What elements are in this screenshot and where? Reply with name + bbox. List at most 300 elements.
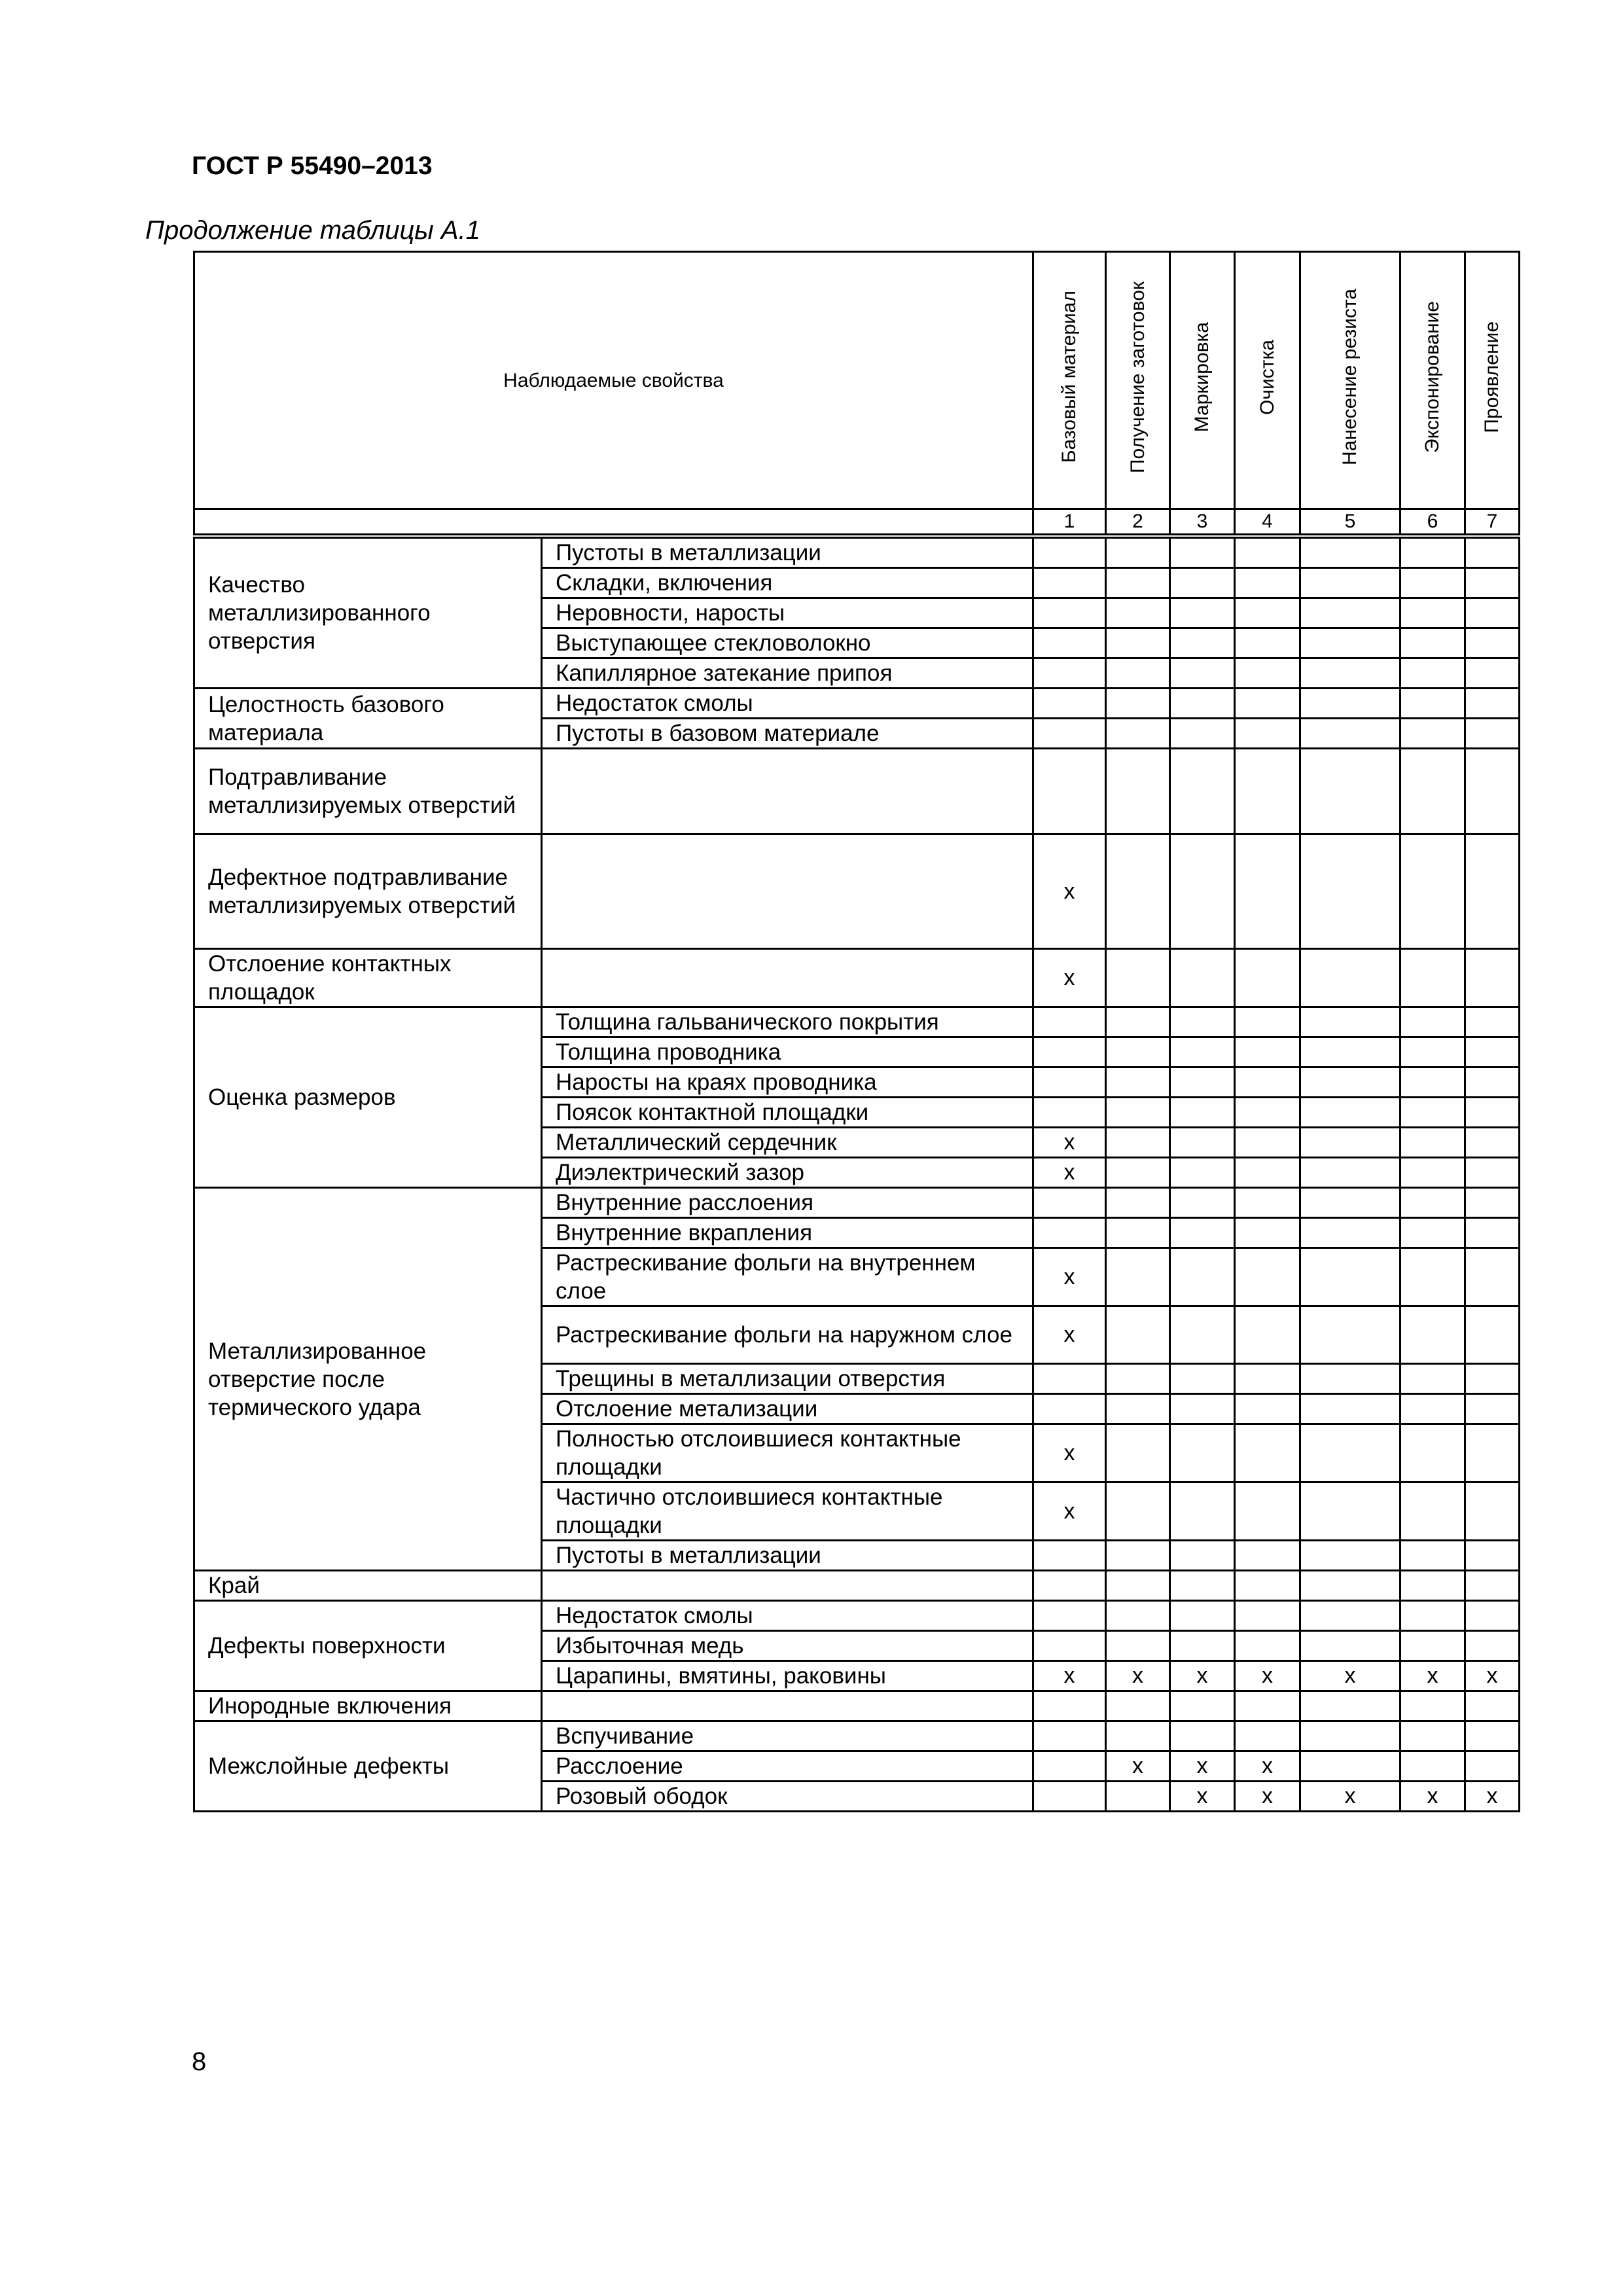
mark-cell: x — [1033, 1128, 1106, 1158]
category-cell: Подтравливание металлизируемых отверстий — [194, 749, 542, 834]
mark-cell: x — [1033, 1424, 1106, 1482]
mark-cell — [1465, 1482, 1520, 1541]
mark-cell — [1106, 1306, 1170, 1364]
mark-cell — [1033, 568, 1106, 598]
property-cell: Выступающее стекловолокно — [542, 628, 1033, 658]
mark-cell — [1300, 949, 1400, 1007]
mark-cell: x — [1235, 1661, 1300, 1691]
mark-cell: x — [1033, 1248, 1106, 1306]
mark-cell — [1170, 1158, 1235, 1188]
mark-cell — [1170, 1631, 1235, 1661]
property-cell: Поясок контактной площадки — [542, 1098, 1033, 1128]
mark-cell — [1300, 1394, 1400, 1424]
mark-cell — [1235, 536, 1300, 568]
property-cell — [542, 749, 1033, 834]
mark-cell — [1465, 536, 1520, 568]
mark-cell — [1106, 1424, 1170, 1482]
mark-cell: x — [1106, 1751, 1170, 1782]
mark-cell: x — [1300, 1782, 1400, 1812]
mark-cell — [1465, 628, 1520, 658]
column-header-label: Базовый материал — [1058, 291, 1080, 463]
mark-cell — [1400, 689, 1465, 719]
mark-cell — [1033, 658, 1106, 689]
mark-cell — [1465, 1188, 1520, 1218]
mark-cell — [1235, 628, 1300, 658]
mark-cell — [1033, 1364, 1106, 1394]
mark-cell — [1465, 1541, 1520, 1571]
mark-cell — [1170, 749, 1235, 834]
column-number: 3 — [1170, 509, 1235, 537]
mark-cell — [1106, 1364, 1170, 1394]
property-cell: Складки, включения — [542, 568, 1033, 598]
mark-cell — [1170, 1007, 1235, 1037]
mark-cell — [1235, 1691, 1300, 1721]
mark-cell — [1400, 719, 1465, 749]
column-header-label: Экспонирование — [1421, 301, 1443, 453]
mark-cell — [1465, 1218, 1520, 1248]
column-header-label: Нанесение резиста — [1339, 289, 1361, 465]
mark-cell — [1300, 834, 1400, 949]
mark-cell — [1170, 1188, 1235, 1218]
mark-cell — [1106, 1631, 1170, 1661]
mark-cell — [1400, 1248, 1465, 1306]
column-header-label: Проявление — [1481, 321, 1503, 433]
category-cell: Межслойные дефекты — [194, 1721, 542, 1812]
mark-cell — [1400, 834, 1465, 949]
property-cell: Неровности, наросты — [542, 598, 1033, 628]
mark-cell — [1235, 1158, 1300, 1188]
mark-cell: x — [1400, 1661, 1465, 1691]
mark-cell — [1106, 689, 1170, 719]
mark-cell — [1235, 834, 1300, 949]
mark-cell — [1033, 1037, 1106, 1067]
mark-cell — [1170, 1394, 1235, 1424]
mark-cell — [1300, 1128, 1400, 1158]
table-row — [194, 949, 1520, 1007]
mark-cell — [1106, 1721, 1170, 1751]
mark-cell — [1300, 1482, 1400, 1541]
mark-cell — [1106, 598, 1170, 628]
mark-cell — [1170, 658, 1235, 689]
header-observed-properties: Наблюдаемые свойства — [194, 252, 1033, 509]
mark-cell — [1170, 1248, 1235, 1306]
page-number: 8 — [192, 2047, 207, 2076]
column-header-label: Очистка — [1256, 339, 1278, 415]
property-cell: Пустоты в базовом материале — [542, 719, 1033, 749]
mark-cell — [1400, 536, 1465, 568]
mark-cell — [1106, 1541, 1170, 1571]
mark-cell — [1400, 598, 1465, 628]
category-cell: Качество металлизированного отверстия — [194, 536, 542, 689]
mark-cell — [1033, 1721, 1106, 1751]
mark-cell: x — [1170, 1751, 1235, 1782]
mark-cell — [1235, 1424, 1300, 1482]
mark-cell — [1106, 536, 1170, 568]
mark-cell — [1300, 598, 1400, 628]
mark-cell: x — [1170, 1782, 1235, 1812]
mark-cell — [1400, 1482, 1465, 1541]
table-row — [194, 749, 1520, 834]
mark-cell — [1170, 1364, 1235, 1394]
mark-cell — [1235, 1306, 1300, 1364]
mark-cell — [1300, 1158, 1400, 1188]
mark-cell — [1235, 1248, 1300, 1306]
mark-cell — [1300, 1424, 1400, 1482]
table-body — [194, 536, 1520, 1812]
category-cell: Металлизированное отверстие после термического удара — [194, 1188, 542, 1571]
mark-cell — [1170, 1218, 1235, 1248]
table-row — [194, 1571, 1520, 1601]
property-cell: Частично отслоившиеся контактные площадки — [542, 1482, 1033, 1541]
mark-cell — [1400, 1424, 1465, 1482]
category-cell: Дефектное подтравливание металлизируемых отверстий — [194, 834, 542, 949]
table-row — [194, 1691, 1520, 1721]
mark-cell — [1300, 1248, 1400, 1306]
mark-cell — [1235, 568, 1300, 598]
mark-cell — [1465, 1364, 1520, 1394]
mark-cell — [1033, 1067, 1106, 1098]
mark-cell — [1170, 1601, 1235, 1631]
mark-cell — [1033, 1631, 1106, 1661]
property-cell: Полностью отслоившиеся контактные площадки — [542, 1424, 1033, 1482]
mark-cell — [1400, 1067, 1465, 1098]
mark-cell: x — [1033, 949, 1106, 1007]
mark-cell — [1106, 1037, 1170, 1067]
category-cell: Отслоение контактных площадок — [194, 949, 542, 1007]
table-row — [194, 1188, 1520, 1218]
mark-cell — [1300, 1601, 1400, 1631]
table-row — [194, 834, 1520, 949]
mark-cell: x — [1033, 1661, 1106, 1691]
mark-cell — [1300, 1721, 1400, 1751]
mark-cell — [1170, 719, 1235, 749]
mark-cell — [1235, 1364, 1300, 1394]
mark-cell — [1235, 1037, 1300, 1067]
property-cell — [542, 1691, 1033, 1721]
mark-cell — [1300, 1571, 1400, 1601]
mark-cell — [1106, 749, 1170, 834]
mark-cell — [1106, 1098, 1170, 1128]
property-cell: Трещины в металлизации отверстия — [542, 1364, 1033, 1394]
mark-cell — [1106, 1571, 1170, 1601]
mark-cell — [1465, 1631, 1520, 1661]
mark-cell — [1300, 1364, 1400, 1394]
mark-cell — [1465, 719, 1520, 749]
mark-cell — [1170, 1098, 1235, 1128]
mark-cell — [1235, 598, 1300, 628]
mark-cell — [1400, 1394, 1465, 1424]
mark-cell — [1400, 1188, 1465, 1218]
mark-cell — [1400, 1541, 1465, 1571]
mark-cell — [1106, 1782, 1170, 1812]
mark-cell — [1170, 1691, 1235, 1721]
mark-cell — [1033, 1098, 1106, 1128]
mark-cell — [1465, 1248, 1520, 1306]
table-row — [194, 536, 1520, 568]
mark-cell: x — [1106, 1661, 1170, 1691]
mark-cell — [1300, 1541, 1400, 1571]
property-cell: Металлический сердечник — [542, 1128, 1033, 1158]
column-header-3 — [1170, 252, 1235, 509]
mark-cell — [1170, 1424, 1235, 1482]
observed-properties-table — [193, 251, 1520, 1812]
mark-cell — [1170, 1721, 1235, 1751]
table-row — [194, 1007, 1520, 1037]
mark-cell — [1465, 1128, 1520, 1158]
mark-cell: x — [1033, 1158, 1106, 1188]
mark-cell — [1400, 1751, 1465, 1782]
property-cell: Растрескивание фольги на наружном слое — [542, 1306, 1033, 1364]
mark-cell — [1465, 1394, 1520, 1424]
mark-cell: x — [1170, 1661, 1235, 1691]
mark-cell — [1106, 949, 1170, 1007]
mark-cell: x — [1033, 834, 1106, 949]
property-cell: Пустоты в металлизации — [542, 536, 1033, 568]
mark-cell — [1300, 719, 1400, 749]
mark-cell — [1400, 1631, 1465, 1661]
table-row — [194, 1721, 1520, 1751]
column-header-4 — [1235, 252, 1300, 509]
category-cell: Оценка размеров — [194, 1007, 542, 1188]
category-cell: Край — [194, 1571, 542, 1601]
mark-cell — [1400, 1007, 1465, 1037]
mark-cell — [1106, 658, 1170, 689]
mark-cell — [1106, 1482, 1170, 1541]
mark-cell — [1235, 1541, 1300, 1571]
column-header-label: Получение заготовок — [1126, 281, 1149, 473]
mark-cell — [1300, 1067, 1400, 1098]
mark-cell — [1235, 1721, 1300, 1751]
mark-cell — [1235, 658, 1300, 689]
column-header-6 — [1400, 252, 1465, 509]
mark-cell — [1033, 598, 1106, 628]
mark-cell — [1106, 1218, 1170, 1248]
mark-cell — [1400, 1691, 1465, 1721]
mark-cell — [1300, 1751, 1400, 1782]
mark-cell — [1400, 949, 1465, 1007]
mark-cell — [1170, 1541, 1235, 1571]
mark-cell — [1300, 1098, 1400, 1128]
mark-cell — [1400, 1306, 1465, 1364]
mark-cell — [1300, 628, 1400, 658]
mark-cell — [1106, 1067, 1170, 1098]
mark-cell — [1400, 1098, 1465, 1128]
column-number: 6 — [1400, 509, 1465, 537]
mark-cell: x — [1400, 1782, 1465, 1812]
mark-cell — [1235, 749, 1300, 834]
mark-cell — [1400, 1218, 1465, 1248]
table-row — [194, 689, 1520, 719]
mark-cell — [1033, 1601, 1106, 1631]
mark-cell — [1033, 1782, 1106, 1812]
mark-cell — [1465, 1158, 1520, 1188]
column-header-label: Маркировка — [1191, 321, 1213, 433]
mark-cell — [1170, 949, 1235, 1007]
mark-cell — [1465, 1601, 1520, 1631]
mark-cell — [1235, 1188, 1300, 1218]
column-header-7 — [1465, 252, 1520, 509]
mark-cell — [1033, 719, 1106, 749]
mark-cell — [1033, 1691, 1106, 1721]
mark-cell — [1170, 536, 1235, 568]
mark-cell — [1235, 1067, 1300, 1098]
mark-cell: x — [1033, 1482, 1106, 1541]
mark-cell — [1465, 1571, 1520, 1601]
mark-cell — [1106, 1128, 1170, 1158]
mark-cell — [1170, 1306, 1235, 1364]
mark-cell — [1465, 1098, 1520, 1128]
mark-cell — [1235, 719, 1300, 749]
mark-cell — [1106, 628, 1170, 658]
mark-cell — [1400, 628, 1465, 658]
mark-cell — [1400, 658, 1465, 689]
mark-cell — [1170, 1067, 1235, 1098]
mark-cell — [1170, 628, 1235, 658]
property-cell: Растрескивание фольги на внутреннем слое — [542, 1248, 1033, 1306]
mark-cell — [1465, 658, 1520, 689]
mark-cell — [1400, 1721, 1465, 1751]
mark-cell — [1465, 689, 1520, 719]
mark-cell — [1235, 1128, 1300, 1158]
property-cell — [542, 834, 1033, 949]
mark-cell — [1235, 1098, 1300, 1128]
mark-cell — [1235, 1601, 1300, 1631]
column-header-2 — [1106, 252, 1170, 509]
mark-cell — [1465, 598, 1520, 628]
mark-cell — [1235, 1394, 1300, 1424]
property-cell: Отслоение метализации — [542, 1394, 1033, 1424]
mark-cell — [1170, 1128, 1235, 1158]
mark-cell — [1033, 689, 1106, 719]
mark-cell — [1400, 1364, 1465, 1394]
mark-cell — [1465, 1424, 1520, 1482]
mark-cell — [1033, 1571, 1106, 1601]
mark-cell — [1106, 1248, 1170, 1306]
property-cell: Розовый ободок — [542, 1782, 1033, 1812]
table-caption: Продолжение таблицы А.1 — [145, 216, 480, 245]
mark-cell — [1033, 1394, 1106, 1424]
mark-cell — [1300, 1007, 1400, 1037]
mark-cell — [1033, 1218, 1106, 1248]
mark-cell — [1033, 536, 1106, 568]
property-cell: Наросты на краях проводника — [542, 1067, 1033, 1098]
property-cell: Недостаток смолы — [542, 689, 1033, 719]
mark-cell: x — [1033, 1306, 1106, 1364]
mark-cell — [1106, 719, 1170, 749]
property-cell: Диэлектрический зазор — [542, 1158, 1033, 1188]
mark-cell — [1235, 689, 1300, 719]
mark-cell — [1106, 1007, 1170, 1037]
property-cell: Избыточная медь — [542, 1631, 1033, 1661]
property-cell — [542, 949, 1033, 1007]
mark-cell — [1465, 749, 1520, 834]
property-cell: Расслоение — [542, 1751, 1033, 1782]
property-cell: Внутренние расслоения — [542, 1188, 1033, 1218]
mark-cell — [1106, 1188, 1170, 1218]
mark-cell — [1235, 1631, 1300, 1661]
table-row — [194, 1601, 1520, 1631]
mark-cell — [1400, 1158, 1465, 1188]
mark-cell — [1465, 568, 1520, 598]
column-number: 7 — [1465, 509, 1520, 537]
property-cell: Пустоты в металлизации — [542, 1541, 1033, 1571]
mark-cell — [1300, 658, 1400, 689]
column-number: 2 — [1106, 509, 1170, 537]
mark-cell — [1170, 689, 1235, 719]
standard-designation: ГОСТ Р 55490–2013 — [192, 152, 433, 180]
mark-cell — [1170, 1482, 1235, 1541]
column-number: 4 — [1235, 509, 1300, 537]
mark-cell — [1106, 834, 1170, 949]
mark-cell — [1300, 1691, 1400, 1721]
mark-cell — [1235, 1218, 1300, 1248]
column-header-5 — [1300, 252, 1400, 509]
mark-cell — [1235, 1571, 1300, 1601]
table-header — [194, 252, 1520, 537]
mark-cell — [1400, 1601, 1465, 1631]
mark-cell — [1170, 598, 1235, 628]
mark-cell — [1033, 749, 1106, 834]
property-cell: Толщина гальванического покрытия — [542, 1007, 1033, 1037]
mark-cell — [1465, 949, 1520, 1007]
mark-cell — [1033, 1007, 1106, 1037]
property-cell: Вспучивание — [542, 1721, 1033, 1751]
mark-cell: x — [1235, 1782, 1300, 1812]
mark-cell — [1400, 1037, 1465, 1067]
category-cell: Дефекты поверхности — [194, 1601, 542, 1691]
mark-cell — [1400, 749, 1465, 834]
mark-cell — [1465, 1007, 1520, 1037]
mark-cell: x — [1235, 1751, 1300, 1782]
mark-cell — [1033, 1541, 1106, 1571]
mark-cell — [1033, 628, 1106, 658]
mark-cell: x — [1300, 1661, 1400, 1691]
mark-cell — [1465, 834, 1520, 949]
mark-cell — [1300, 536, 1400, 568]
mark-cell — [1300, 689, 1400, 719]
mark-cell — [1235, 1007, 1300, 1037]
column-number: 1 — [1033, 509, 1106, 537]
mark-cell — [1170, 1037, 1235, 1067]
mark-cell — [1106, 1158, 1170, 1188]
mark-cell — [1465, 1751, 1520, 1782]
column-number: 5 — [1300, 509, 1400, 537]
mark-cell — [1170, 1571, 1235, 1601]
mark-cell — [1106, 1691, 1170, 1721]
mark-cell — [1465, 1037, 1520, 1067]
property-cell: Толщина проводника — [542, 1037, 1033, 1067]
mark-cell — [1300, 749, 1400, 834]
mark-cell — [1400, 568, 1465, 598]
mark-cell — [1235, 1482, 1300, 1541]
mark-cell — [1106, 1601, 1170, 1631]
mark-cell — [1106, 568, 1170, 598]
property-cell — [542, 1571, 1033, 1601]
mark-cell — [1235, 949, 1300, 1007]
mark-cell — [1400, 1571, 1465, 1601]
mark-cell — [1300, 568, 1400, 598]
category-cell: Инородные включения — [194, 1691, 542, 1721]
mark-cell — [1465, 1067, 1520, 1098]
category-cell: Целостность базового материала — [194, 689, 542, 749]
mark-cell — [1300, 1188, 1400, 1218]
mark-cell — [1465, 1691, 1520, 1721]
mark-cell — [1106, 1394, 1170, 1424]
mark-cell — [1465, 1721, 1520, 1751]
property-cell: Царапины, вмятины, раковины — [542, 1661, 1033, 1691]
number-row-spacer — [194, 509, 1033, 537]
mark-cell — [1033, 1188, 1106, 1218]
